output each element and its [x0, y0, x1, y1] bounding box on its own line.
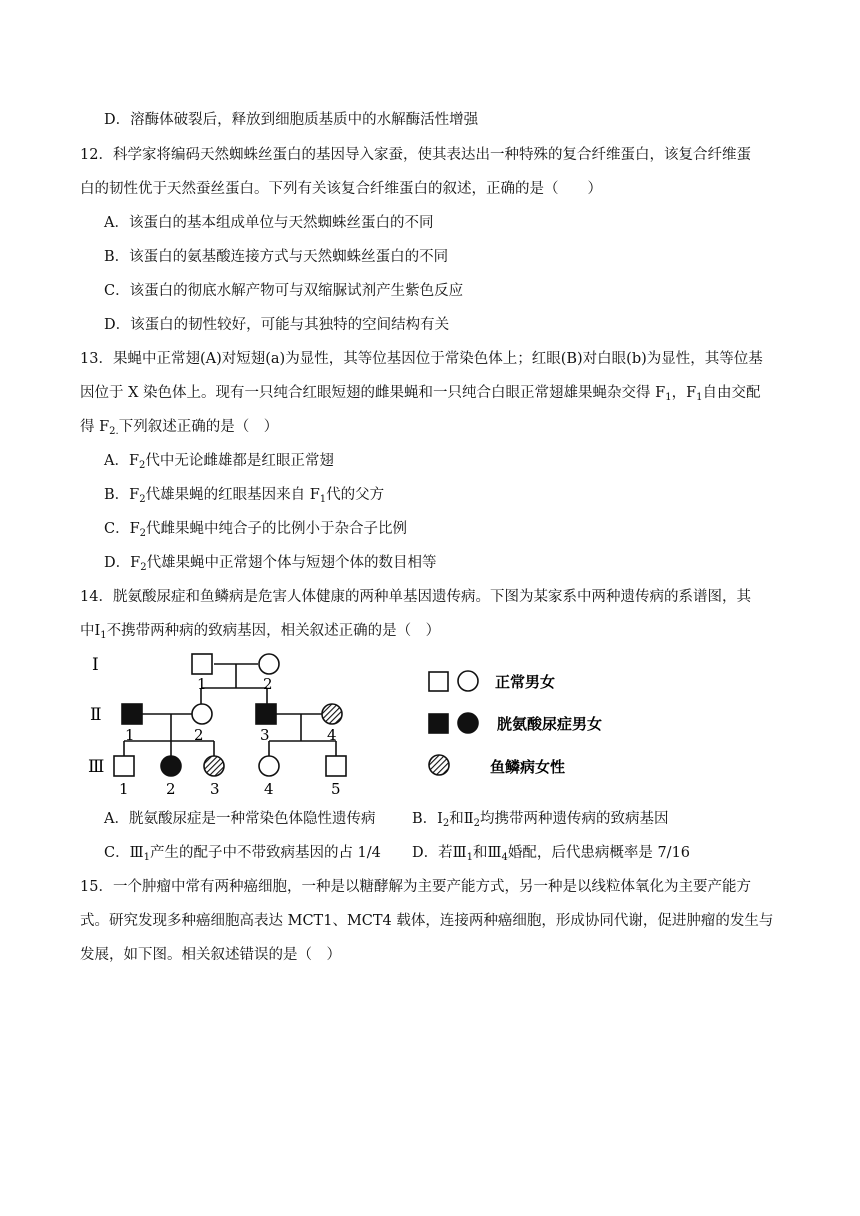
individual-II-1 [122, 704, 142, 724]
generation-label-2: Ⅱ [90, 705, 102, 725]
q13-option-d: D．$F_2$代雄果蝇中正常翅个体与短翅个体的数目相等 [104, 555, 437, 573]
individual-III-5 [326, 756, 346, 776]
individual-III-5-number: 5 [331, 780, 341, 798]
individual-III-1-number: 1 [119, 780, 129, 798]
legend-ichthyosis-female-symbol [429, 755, 449, 775]
generation-label-3: Ⅲ [88, 757, 105, 777]
q13-stem-line2: 因位于 X 染色体上。现有一只纯合红眼短翅的雌果蝇和一只纯合白眼正常翅雄果蝇杂交得 $F_1$，$F_1$自由交配 [80, 385, 761, 403]
q13-option-b: B．$F_2$代雄果蝇的红眼基因来自 $F_1$代的父方 [104, 487, 385, 505]
individual-II-3-number: 3 [260, 726, 270, 744]
generation-label-1: Ⅰ [92, 655, 99, 675]
q15-stem-line2: 式。研究发现多种癌细胞高表达 MCT1、MCT4 载体，连接两种癌细胞，形成协同代谢，促进肿瘤的发生与 [80, 913, 774, 929]
individual-II-1-number: 1 [125, 726, 135, 744]
individual-I-1-number: 1 [197, 675, 207, 693]
legend-normal-label: 正常男女 [495, 673, 556, 691]
q11-option-d: D．溶酶体破裂后，释放到细胞质基质中的水解酶活性增强 [104, 112, 479, 128]
q13-option-c: C．$F_2$代雌果蝇中纯合子的比例小于杂合子比例 [104, 521, 408, 539]
legend-cystinuria-male-symbol [429, 714, 448, 733]
individual-II-4 [322, 704, 342, 724]
individual-III-4 [259, 756, 279, 776]
q14-option-c: C．$Ⅲ_1$产生的配子中不带致病基因的占 1/4 [104, 845, 381, 863]
individual-II-2-number: 2 [194, 726, 204, 744]
q13-stem-line3: 得 $F_{2.}$下列叙述正确的是（ ） [80, 419, 279, 437]
q12-option-a: A．该蛋白的基本组成单位与天然蜘蛛丝蛋白的不同 [104, 215, 434, 231]
q14-option-b: B．$Ⅰ_2$和$Ⅱ_2$均携带两种遗传病的致病基因 [412, 811, 669, 829]
q12-stem-line1: 12．科学家将编码天然蜘蛛丝蛋白的基因导入家蚕，使其表达出一种特殊的复合纤维蛋白，该复合纤维蛋 [80, 147, 751, 163]
individual-III-2-number: 2 [166, 780, 176, 798]
individual-III-3 [204, 756, 224, 776]
legend-cystinuria-label: 胱氨酸尿症男女 [497, 715, 603, 733]
q12-option-d: D．该蛋白的韧性较好，可能与其独特的空间结构有关 [104, 317, 450, 333]
q12-option-b: B．该蛋白的氨基酸连接方式与天然蜘蛛丝蛋白的不同 [104, 249, 449, 265]
legend-ichthyosis-label: 鱼鳞病女性 [490, 758, 566, 776]
individual-III-1 [114, 756, 134, 776]
q14-stem-line1: 14．胱氨酸尿症和鱼鳞病是危害人体健康的两种单基因遗传病。下图为某家系中两种遗传病的系谱图，其 [80, 589, 751, 605]
legend-normal-female-symbol [458, 671, 478, 691]
q14-option-a: A．胱氨酸尿症是一种常染色体隐性遗传病 [104, 811, 376, 827]
pedigree-lines [124, 664, 336, 756]
q14-option-d: D．若$Ⅲ_1$和$Ⅲ_4$婚配，后代患病概率是 7/16 [412, 845, 691, 863]
q14-stem-line2: 中$Ⅰ_1$不携带两种病的致病基因，相关叙述正确的是（ ） [80, 623, 441, 641]
legend-cystinuria-female-symbol [458, 713, 478, 733]
q12-stem-line2: 白的韧性优于天然蚕丝蛋白。下列有关该复合纤维蛋白的叙述，正确的是（ ） [80, 181, 602, 197]
individual-II-2 [192, 704, 212, 724]
individual-III-4-number: 4 [264, 780, 274, 798]
q13-stem-line1: 13．果蝇中正常翅(A)对短翅(a)为显性，其等位基因位于常染色体上；红眼(B)对白眼(b)为显性，其等位基 [80, 351, 763, 367]
q13-option-a: A．$F_2$代中无论雌雄都是红眼正常翅 [104, 453, 334, 471]
legend-normal-male-symbol [429, 672, 448, 691]
pedigree-chart [80, 644, 640, 800]
individual-I-2 [259, 654, 279, 674]
pedigree-legend [429, 671, 602, 776]
q12-option-c: C．该蛋白的彻底水解产物可与双缩脲试剂产生紫色反应 [104, 283, 464, 299]
individual-II-4-number: 4 [327, 726, 337, 744]
individual-I-2-number: 2 [263, 675, 273, 693]
q15-stem-line1: 15．一个肿瘤中常有两种癌细胞，一种是以糖酵解为主要产能方式，另一种是以线粒体氧化为主要产能方 [80, 879, 751, 895]
individual-I-1 [192, 654, 212, 674]
q15-stem-line3: 发展，如下图。相关叙述错误的是（ ） [80, 947, 341, 963]
individual-III-3-number: 3 [210, 780, 220, 798]
individual-III-2 [161, 756, 181, 776]
individual-II-3 [256, 704, 276, 724]
